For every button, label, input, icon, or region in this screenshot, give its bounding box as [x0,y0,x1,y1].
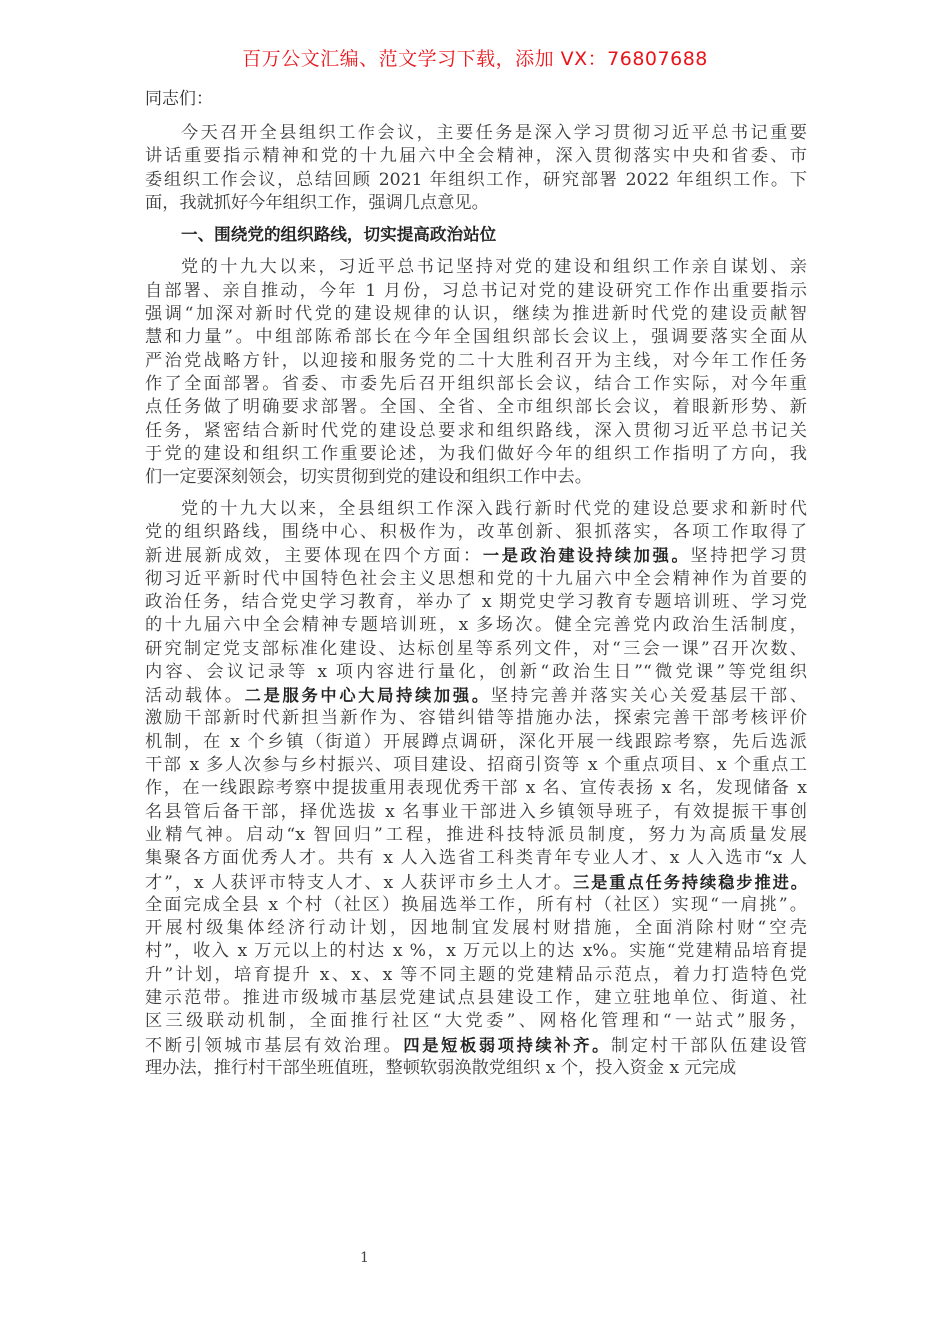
paragraph-2 [145,256,807,489]
text-line [145,568,807,591]
text-run: 升”计划，培育提升 x、x、x 等不同主题的党建精品示范点，着力打造特色党 [145,964,807,985]
text-line [145,847,807,870]
text-line [145,871,807,894]
text-run: 研究制定党支部标准化建设、达标创星等系列文件，对“三会一课”召开次数、 [145,638,807,659]
document-body [145,88,807,1088]
text-line [145,544,807,567]
text-run: 名县管后备干部，择优选拔 x 名事业干部进入乡镇领导班子，有效提振干事创 [145,801,807,822]
text-run: 坚持把学习贯 [690,546,807,567]
text-line [145,917,807,940]
paragraph-3 [145,498,807,1080]
text-line: 党的十九大以来，习近平总书记坚持对党的建设和组织工作亲自谋划、亲 [181,257,807,278]
text-line: 于党的建设和组织工作重要论述，为我们做好今年的组织工作指明了方向，我 [145,443,807,464]
text-line [145,707,807,730]
text-run: 集聚各方面优秀人才。共有 x 人入选省工科类青年专业人才、x 人入选市“x 人 [145,848,807,869]
text-run: 政治任务，结合党史学习教育，举办了 x 期党史学习教育专题培训班、学习党 [145,591,807,612]
text-run: 党的组织路线，围绕中心、积极作为，改革创新、狠抓落实，各项工作取得了 [145,522,807,543]
text-line [145,684,807,707]
text-run: 不断引领城市基层有效治理。 [145,1035,404,1056]
text-line [145,940,807,963]
text-run: 作，在一线跟踪考察中提拔重用表现优秀干部 x 名、宣传表扬 x 名，发现储备 x [145,778,807,799]
text-run: 理办法，推行村干部坐班值班，整顿软弱涣散党组织 x 个，投入资金 x 元完成 [145,1057,737,1078]
text-line [145,754,807,777]
text-line [145,521,807,544]
text-line [145,801,807,824]
text-line: 今天召开全县组织工作会议，主要任务是深入学习贯彻习近平总书记重要 [181,123,807,143]
text-run: 内容、会议记录等 x 项内容进行量化，创新“政治生日”“微党课”等党组织 [145,661,807,682]
text-line [145,638,807,661]
text-run: 活动载体。 [145,686,245,707]
text-line: 作了全面部署。省委、市委先后召开组织部长会议，结合工作实际，对今年重 [145,373,807,394]
text-run: 激励干部新时代新担当新作为、容错纠错等措施办法，探索完善干部考核评价 [145,708,807,729]
text-line [145,964,807,987]
text-line [145,1034,807,1057]
page-number: 1 [360,1250,369,1266]
text-run: 区三级联动机制，全面推行社区“大党委”、网格化管理和“一站式”服务， [145,1011,807,1032]
intro-paragraph [145,122,807,215]
text-line: 点任务做了明确要求部署。全国、全省、全市组织部长会议，着眼新形势、新 [145,397,807,418]
text-run: 村”，收入 x 万元以上的村达 x %，x 万元以上的达 x%。实施“党建精品培育提 [145,941,807,962]
text-run: 党的十九大以来，全县组织工作深入践行新时代党的建设总要求和新时代 [181,498,807,519]
text-line [145,661,807,684]
text-line: 自部署、亲自推动，今年 1 月份，习总书记对党的建设研究工作作出重要指示 [145,280,807,301]
text-run: 才”，x 人获评市特支人才、x 人获评市乡土人才。 [145,872,573,893]
text-line [145,731,807,754]
bold-subheading: 四是短板弱项持续补齐。 [403,1035,611,1055]
text-line [145,498,807,521]
text-line: 讲话重要指示精神和党的十九届六中全会精神，深入贯彻落实中央和省委、市 [145,146,807,167]
text-line: 严治党战略方针，以迎接和服务党的二十大胜利召开为主线，对今年工作任务 [145,350,807,371]
text-line: 强调“加深对新时代党的建设规律的认识，继续为推进新时代党的建设贡献智 [145,304,807,325]
text-line: 慧和力量”。中组部陈希部长在今年全国组织部长会议上，强调要落实全面从 [145,327,807,348]
text-run: 干部 x 多人次参与乡村振兴、项目建设、招商引资等 x 个重点项目、x 个重点工 [145,755,807,776]
text-run: 机制，在 x 个乡镇（街道）开展蹲点调研，深化开展一线跟踪考察，先后选派 [145,731,807,752]
bold-subheading: 三是重点任务持续稳步推进。 [573,872,807,892]
text-run: 开展村级集体经济行动计划，因地制宜发展村财措施，全面消除村财“空壳 [145,918,807,939]
text-run: 彻习近平新时代中国特色社会主义思想和党的十九届六中全会精神作为首要的 [145,568,807,589]
text-line: 任务，紧密结合新时代党的建设总要求和组织路线，深入贯彻习近平总书记关 [145,420,807,441]
text-line [145,614,807,637]
section-heading-1: 一、围绕党的组织路线，切实提高政治站位 [181,225,497,245]
text-line: 们一定要深刻领会，切实贯彻到党的建设和组织工作中去。 [145,467,592,488]
text-line [145,591,807,614]
watermark-banner: 百万公文汇编、范文学习下载，添加 VX：76807688 [242,48,708,70]
text-line: 面，我就抓好今年组织工作，强调几点意见。 [145,192,489,213]
bold-subheading: 一是政治建设持续加强。 [482,546,691,566]
text-line [145,824,807,847]
text-run: 业精气神。启动“x 智回归”工程，推进科技特派员制度，努力为高质量发展 [145,824,807,845]
text-run: 坚持完善并落实关心关爱基层干部、 [490,686,807,707]
text-line [145,894,807,917]
text-run: 制定村干部队伍建设管 [610,1035,807,1056]
text-run: 全面完成全县 x 个村（社区）换届选举工作，所有村（社区）实现“一肩挑”。 [145,894,807,915]
text-line: 委组织工作会议，总结回顾 2021 年组织工作，研究部署 2022 年组织工作。下 [145,169,807,190]
text-run: 新进展新成效，主要体现在四个方面： [145,546,483,567]
bold-subheading: 二是服务中心大局持续加强。 [244,686,491,706]
text-line [145,987,807,1010]
text-run: 建示范带。推进市级城市基层党建试点县建设工作，建立驻地单位、街道、社 [145,987,807,1008]
text-line [145,777,807,800]
text-line [145,1057,807,1080]
text-run: 的十九届六中全会精神专题培训班，x 多场次。健全完善党内政治生活制度， [145,615,807,636]
text-line [145,1010,807,1033]
greeting: 同志们： [145,89,213,109]
